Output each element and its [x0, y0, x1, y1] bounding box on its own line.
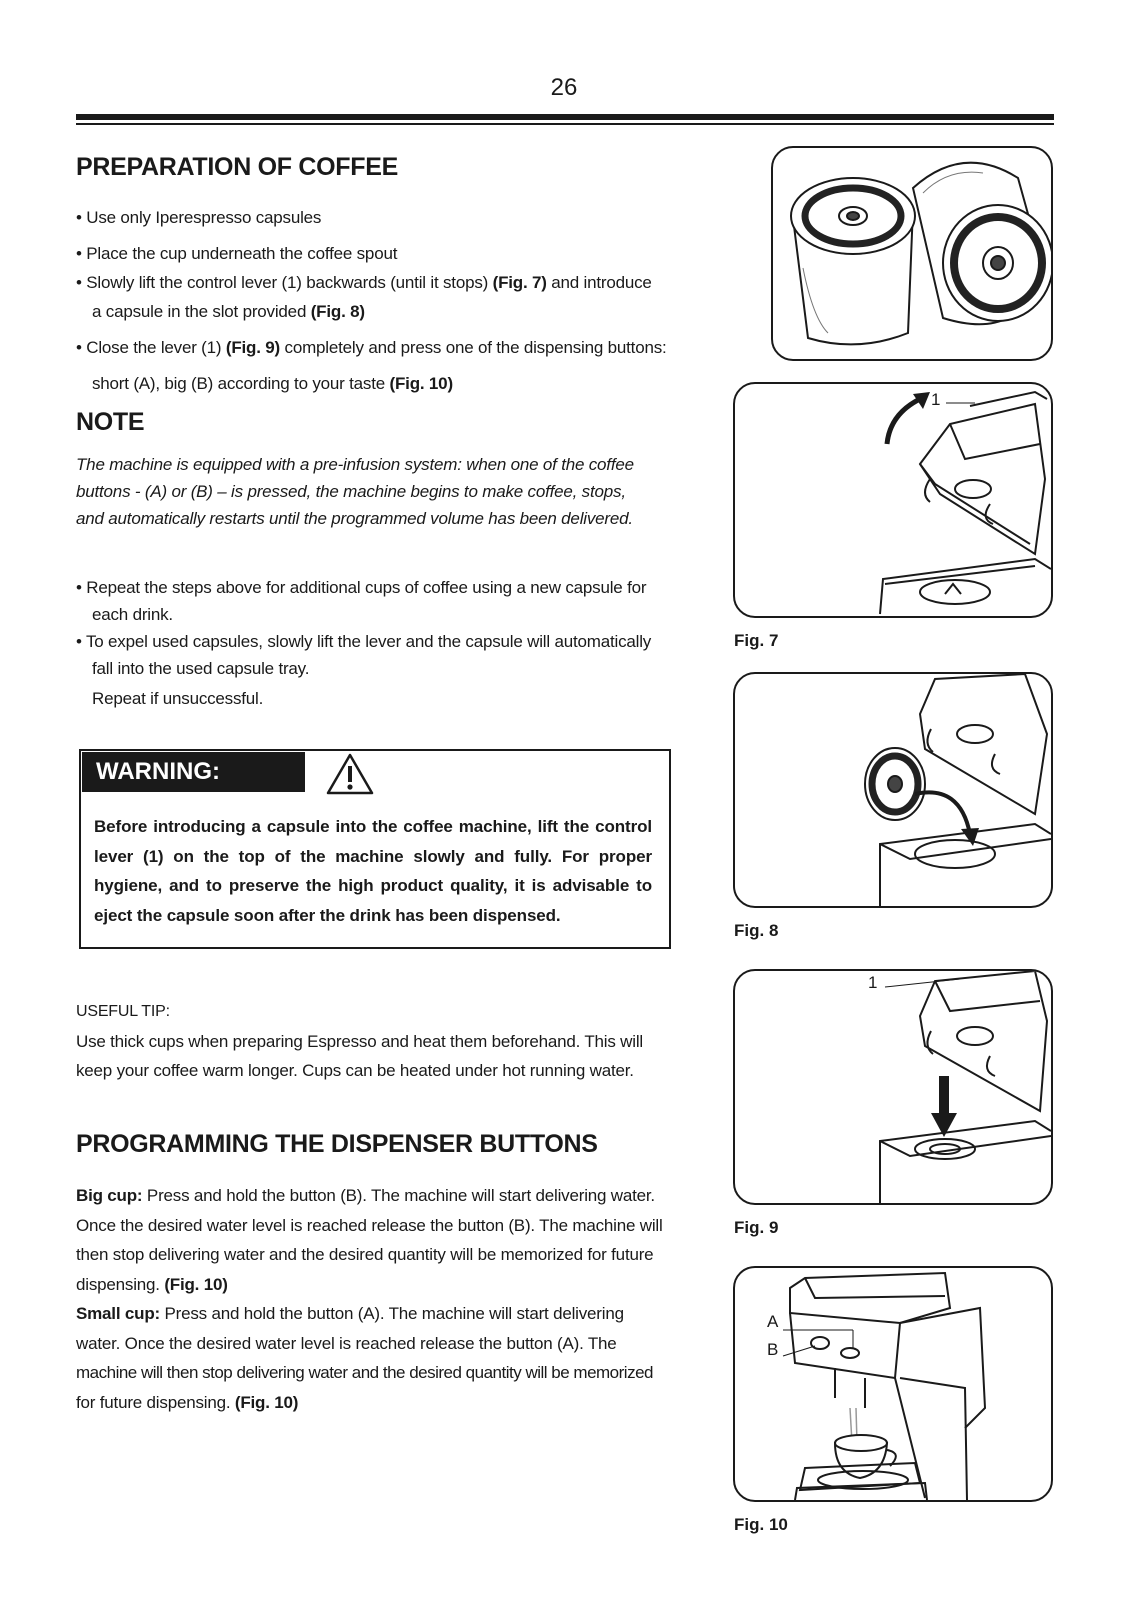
bullet-repeat-cont: each drink.: [92, 605, 173, 624]
bullet-close-lever-cont: [92, 369, 692, 398]
tip-paragraph: [76, 1027, 696, 1085]
small-cup-line: water. Once the desired water level is reached release the button (A). The: [76, 1333, 617, 1353]
text-span: dispensing.: [76, 1274, 165, 1294]
text-span: Press and hold the button (B). The machine will start delivering water.: [142, 1186, 655, 1205]
text-span: • Close the lever (1): [76, 338, 226, 357]
fig9-illustration: [735, 971, 1051, 1203]
bullet-list-preparation: [76, 203, 676, 232]
figure-capsules: [771, 146, 1053, 361]
fig10-caption: Fig. 10: [734, 1515, 788, 1534]
big-cup-line: Once the desired water level is reached release the button (B). The machine will: [76, 1215, 663, 1235]
bullet-expel-repeat: Repeat if unsuccessful.: [92, 689, 264, 708]
fig9-caption: Fig. 9: [734, 1218, 779, 1237]
tip-line: keep your coffee warm longer. Cups can be heated under hot running water.: [76, 1061, 634, 1080]
bullet-lift-lever-cont: [76, 297, 676, 326]
warning-text: Before introducing a capsule into the coffee machine, lift the control lever (1) on the top of the machine slowly and fully. For proper hygiene, and to preserve the high product quality, it is advisable to eject the capsule soon after the drink has been dispensed.: [94, 817, 652, 925]
fig9-label-1: 1: [868, 973, 878, 992]
text-span: a capsule in the slot provided: [92, 302, 311, 321]
bullet-block-4: [76, 333, 676, 362]
bullet-capsules: • Use only Iperespresso capsules: [76, 208, 322, 227]
capsules-illustration: [773, 148, 1051, 359]
fig10-label-b: B: [767, 1340, 779, 1359]
tip-title: USEFUL TIP:: [76, 1003, 170, 1020]
figure-9: [733, 969, 1053, 1205]
fig-ref: (Fig. 10): [234, 1392, 299, 1412]
header-rule-thick: [76, 114, 1054, 120]
small-cup-line: [76, 1388, 696, 1418]
fig7-label-1: 1: [931, 390, 941, 409]
note-line: The machine is equipped with a pre-infusion system: when one of the coffee: [76, 455, 634, 474]
note-title: NOTE: [76, 408, 145, 436]
fig8-caption: Fig. 8: [734, 921, 779, 940]
bullet-block-4-cont: [92, 369, 692, 398]
text-span: • Slowly lift the control lever (1) backwards (until it stops): [76, 273, 493, 292]
bullet-block-2: [76, 239, 676, 268]
fig-ref: (Fig. 10): [164, 1274, 228, 1294]
bullet-list-more: [76, 574, 696, 712]
fig10-illustration: [735, 1268, 1051, 1500]
bullet-cup: • Place the cup underneath the coffee spout: [76, 244, 398, 263]
figure-7: [733, 382, 1053, 618]
fig7-caption: Fig. 7: [734, 631, 779, 650]
big-cup-line: [76, 1270, 696, 1300]
page-number: 26: [550, 74, 578, 101]
text-span: short (A), big (B) according to your taste: [92, 374, 390, 393]
figure-10: [733, 1266, 1053, 1502]
fig10-label-a: A: [767, 1312, 779, 1331]
small-cup-line: machine will then stop delivering water and the desired quantity will be memorized: [76, 1363, 653, 1382]
bullet-block-3: [76, 268, 676, 326]
text-span: and introduce: [546, 273, 652, 292]
fig8-illustration: [735, 674, 1051, 906]
bullet-repeat: • Repeat the steps above for additional cups of coffee using a new capsule for: [76, 578, 647, 597]
tip-line: Use thick cups when preparing Espresso and heat them beforehand. This will: [76, 1032, 643, 1051]
fig-ref: (Fig. 8): [310, 302, 365, 321]
fig-ref: (Fig. 10): [389, 374, 453, 393]
fig-ref: (Fig. 7): [492, 273, 547, 292]
note-paragraph: [76, 451, 696, 532]
note-line: and automatically restarts until the programmed volume has been delivered.: [76, 509, 633, 528]
big-cup-label: Big cup:: [76, 1186, 143, 1205]
warning-title: WARNING:: [82, 752, 305, 792]
small-cup-label: Small cup:: [76, 1304, 160, 1323]
bullet-expel-cont: fall into the used capsule tray.: [92, 659, 310, 678]
text-span: Press and hold the button (A). The machine will start delivering: [159, 1304, 624, 1323]
section-title-preparation: PREPARATION OF COFFEE: [76, 153, 398, 181]
programming-paragraph: [76, 1181, 696, 1417]
bullet-close-lever: [76, 333, 676, 362]
header-rule-thin: [76, 123, 1054, 125]
note-line: buttons - (A) or (B) – is pressed, the machine begins to make coffee, stops,: [76, 482, 626, 501]
small-cup-line: [76, 1299, 696, 1329]
section-title-programming: PROGRAMMING THE DISPENSER BUTTONS: [76, 1130, 598, 1158]
text-span: for future dispensing.: [76, 1392, 235, 1412]
fig-ref: (Fig. 9): [225, 338, 281, 357]
bullet-lift-lever: [76, 268, 676, 297]
fig7-illustration: [735, 384, 1051, 616]
figure-8: [733, 672, 1053, 908]
warning-triangle-icon: [325, 752, 375, 796]
bullet-expel: • To expel used capsules, slowly lift the lever and the capsule will automatically: [76, 632, 652, 651]
big-cup-line: [76, 1181, 696, 1211]
big-cup-line: then stop delivering water and the desired quantity will be memorized for future: [76, 1245, 654, 1264]
text-span: completely and press one of the dispensing buttons:: [280, 338, 667, 357]
